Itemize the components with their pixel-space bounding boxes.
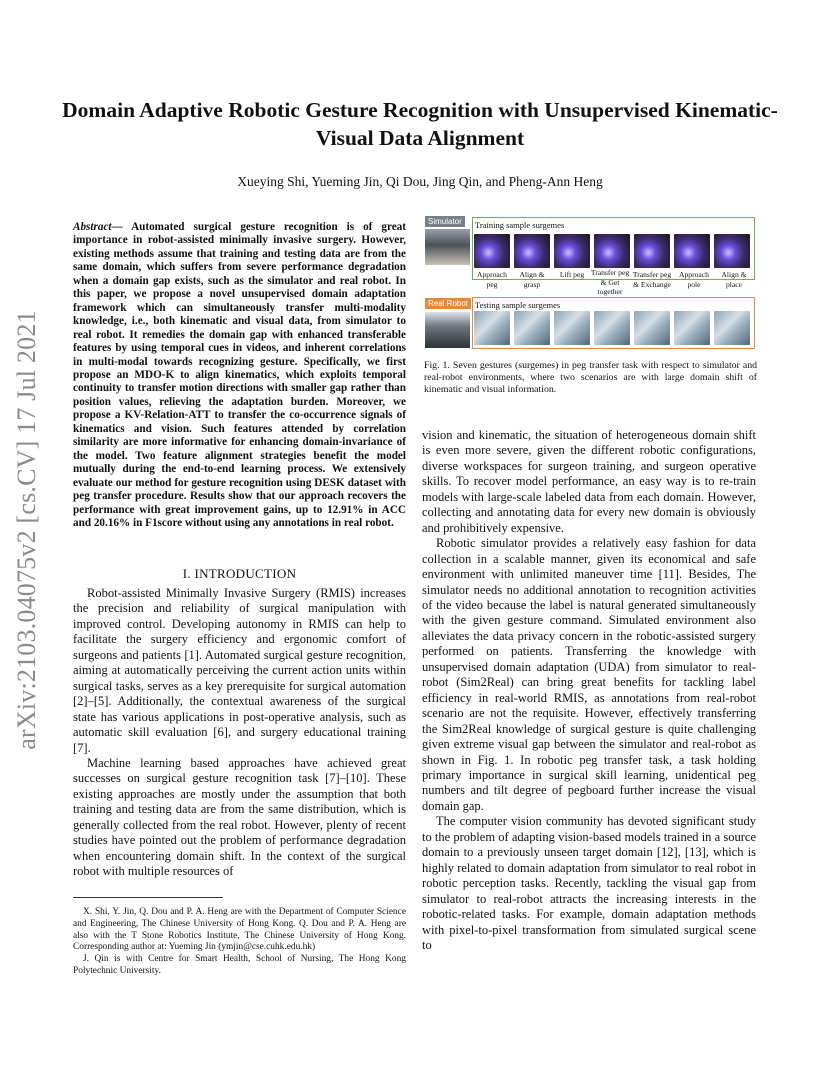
- real-robot-frame: [634, 311, 670, 345]
- real-robot-frame: [674, 311, 710, 345]
- section-heading-introduction: I. INTRODUCTION: [182, 566, 297, 581]
- intro-paragraph: Robot-assisted Minimally Invasive Surgery (RMIS) increases the precision and reliability of surgical manipulation with improved control. Developing autonomy in RMIS can help to facilitate the surgery efficiency and ergonomic comfort of surgeons and patients [1]. Automated surgical gesture recognition, aiming at automatically perceiving the current action units within surgical tasks, serves as a key prerequisite for surgical automation [2]–[5]. Additionally, the contextual awareness of the surgical state has various applications in post-operative analysis, such as automatic skill evaluation [6], and surgery educational training [7].: [73, 586, 406, 755]
- footnote-affiliation: X. Shi, Y. Jin, Q. Dou and P. A. Heng are with the Department of Computer Science and Engineering, The Chinese University of Hong Kong. Q. Dou and P. A. Heng are also with the T Stone Robotics Institute, The Chinese University of Hong Kong. Corresponding author at: Yueming Jin (ymjin@cse.cuhk.edu.hk): [73, 907, 406, 953]
- real-robot-frame: [594, 311, 630, 345]
- simulator-robot-image: [425, 229, 470, 265]
- figure-1-caption: Fig. 1. Seven gestures (surgemes) in peg transfer task with respect to simulator and real-robot environments, where two scenarios are with large domain shift of kinematic and visual information.: [424, 360, 757, 395]
- footnotes: [73, 907, 406, 978]
- simulator-frame: [714, 234, 750, 268]
- footnote-rule: [73, 897, 223, 898]
- intro-paragraph: Machine learning based approaches have achieved great successes on surgical gesture recognition task [7]–[10]. These existing approaches are mostly under the assumption that both training and testing data are from the same distribution, which is generally collected from the real robot. However, plenty of recent studies have pointed out the problem of performance degradation when encountering domain shift. In the context of the surgical robot with multiple resources of: [73, 755, 406, 879]
- body-paragraph: The computer vision community has devoted significant study to the problem of adapting vision-based models trained in a source domain to a previously unseen target domain [12], [13], which is highly related to domain adaptation from simulator to real robot in robotic perception tasks. Recently, tackling the visual gap from simulator to real-robot attracts the increasing interests in the robotic-related tasks. For example, domain adaptation methods with pixel-to-pixel transformation from simulated surgical scene to: [422, 814, 756, 952]
- abstract-lead: Abstract: [73, 221, 112, 233]
- gesture-label: Approach peg: [477, 270, 507, 289]
- gesture-label: Lift peg: [559, 270, 585, 279]
- real-robot-tag: Real Robot: [425, 298, 471, 309]
- body-paragraph: vision and kinematic, the situation of heterogeneous domain shift is even more severe, given the different robotic configurations, diverse workspaces for surgeon training, and surgeon operative skills. To recover model performance, an easy way is to re-train models with large-scale labeled data from each domain. However, collecting and annotating data for every new domain is obviously and prohibitively expensive.: [422, 428, 756, 535]
- footnote-affiliation: J. Qin is with Centre for Smart Health, School of Nursing, The Hong Kong Polytechnic University.: [73, 954, 406, 976]
- paper-title: Domain Adaptive Robotic Gesture Recognition with Unsupervised Kinematic-Visual Data Alignment: [62, 98, 778, 150]
- gesture-label: Transfer peg & Exchange: [632, 270, 672, 289]
- simulator-frame: [594, 234, 630, 268]
- right-column-body: [422, 428, 756, 953]
- simulator-frame: [674, 234, 710, 268]
- gesture-label: Align & grasp: [519, 270, 545, 289]
- simulator-tag: Simulator: [425, 216, 465, 227]
- real-robot-frame: [554, 311, 590, 345]
- simulator-frame: [634, 234, 670, 268]
- abstract: [73, 221, 406, 530]
- gesture-label: Approach pole: [679, 270, 709, 289]
- arxiv-stamp: arXiv:2103.04075v2 [cs.CV] 17 Jul 2021: [12, 310, 41, 750]
- simulator-frame: [554, 234, 590, 268]
- abstract-text: — Automated surgical gesture recognition is of great importance in robot-assisted minimally invasive surgery. However, existing methods assume that training and testing data are from the same domain, which suffers from severe performance degradation when a domain gap exists, such as the simulator and real robot. In this paper, we propose a novel unsupervised domain adaptation framework which can simultaneously transfer multi-modality knowledge, i.e., both kinematic and visual data, from simulator to real robot. It remedies the domain gap with enhanced transferable features by using temporal cues in videos, and inherent correlations in multi-modal towards recognizing gesture. Specifically, we first propose an MDO-K to align kinematics, which exploits temporal continuity to transfer motion directions with smaller gap rather than position values, relieving the adaptation burden. Moreover, we propose a KV-Relation-ATT to transfer the co-occurrence signals of kinematics and vision. Such features attended by correlation similarity are more informative for enhancing domain-invariance of the model. Two feature alignment strategies benefit the model mutually during the end-to-end learning process. We extensively evaluate our method for gesture recognition using DESK dataset with peg transfer procedure. Results show that our approach recovers the performance with great improvement gains, up to 12.91% in ACC and 20.16% in F1score without using any annotations in real robot.: [73, 221, 406, 529]
- author-list: Xueying Shi, Yueming Jin, Qi Dou, Jing Qin, and Pheng-Ann Heng: [237, 174, 603, 189]
- body-paragraph: Robotic simulator provides a relatively easy fashion for data collection in a scalable manner, given its economical and safe environment with unlimited maneuver time [11]. Besides, The simulator needs no additional annotation to recognition activities of the video because the label is natural generated simultaneously with the given gesture command. Simulated environment also alleviates the data privacy concern in the robotic-assisted surgery performed on patients. Transferring the knowledge with unsupervised domain adaptation (UDA) from simulator to real-robot (Sim2Real) can bring great benefits for tackling label efficiency in real-world RMIS, as annotations from real-robot scenario are not the requisite. However, effectively transferring the Sim2Real knowledge of surgical gesture is quite challenging given extreme visual gap between the simulator and real-robot as shown in Fig. 1. In robotic peg transfer task, a task holding primary importance in surgical skill learning, unidentical peg numbers and tilt degree of pegboard further increase the visual domain gap.: [422, 536, 756, 813]
- simulator-frame: [474, 234, 510, 268]
- real-robot-frame: [514, 311, 550, 345]
- real-robot-image: [425, 312, 470, 348]
- real-robot-frame: [714, 311, 750, 345]
- training-label: Training sample surgemes: [475, 220, 565, 230]
- gesture-label: Align & place: [721, 270, 747, 289]
- testing-label: Testing sample surgemes: [475, 300, 561, 310]
- figure-1: [424, 214, 757, 350]
- introduction-body: [73, 586, 406, 880]
- gesture-label: Transfer peg & Get together: [590, 268, 630, 296]
- simulator-frame: [514, 234, 550, 268]
- real-robot-frame: [474, 311, 510, 345]
